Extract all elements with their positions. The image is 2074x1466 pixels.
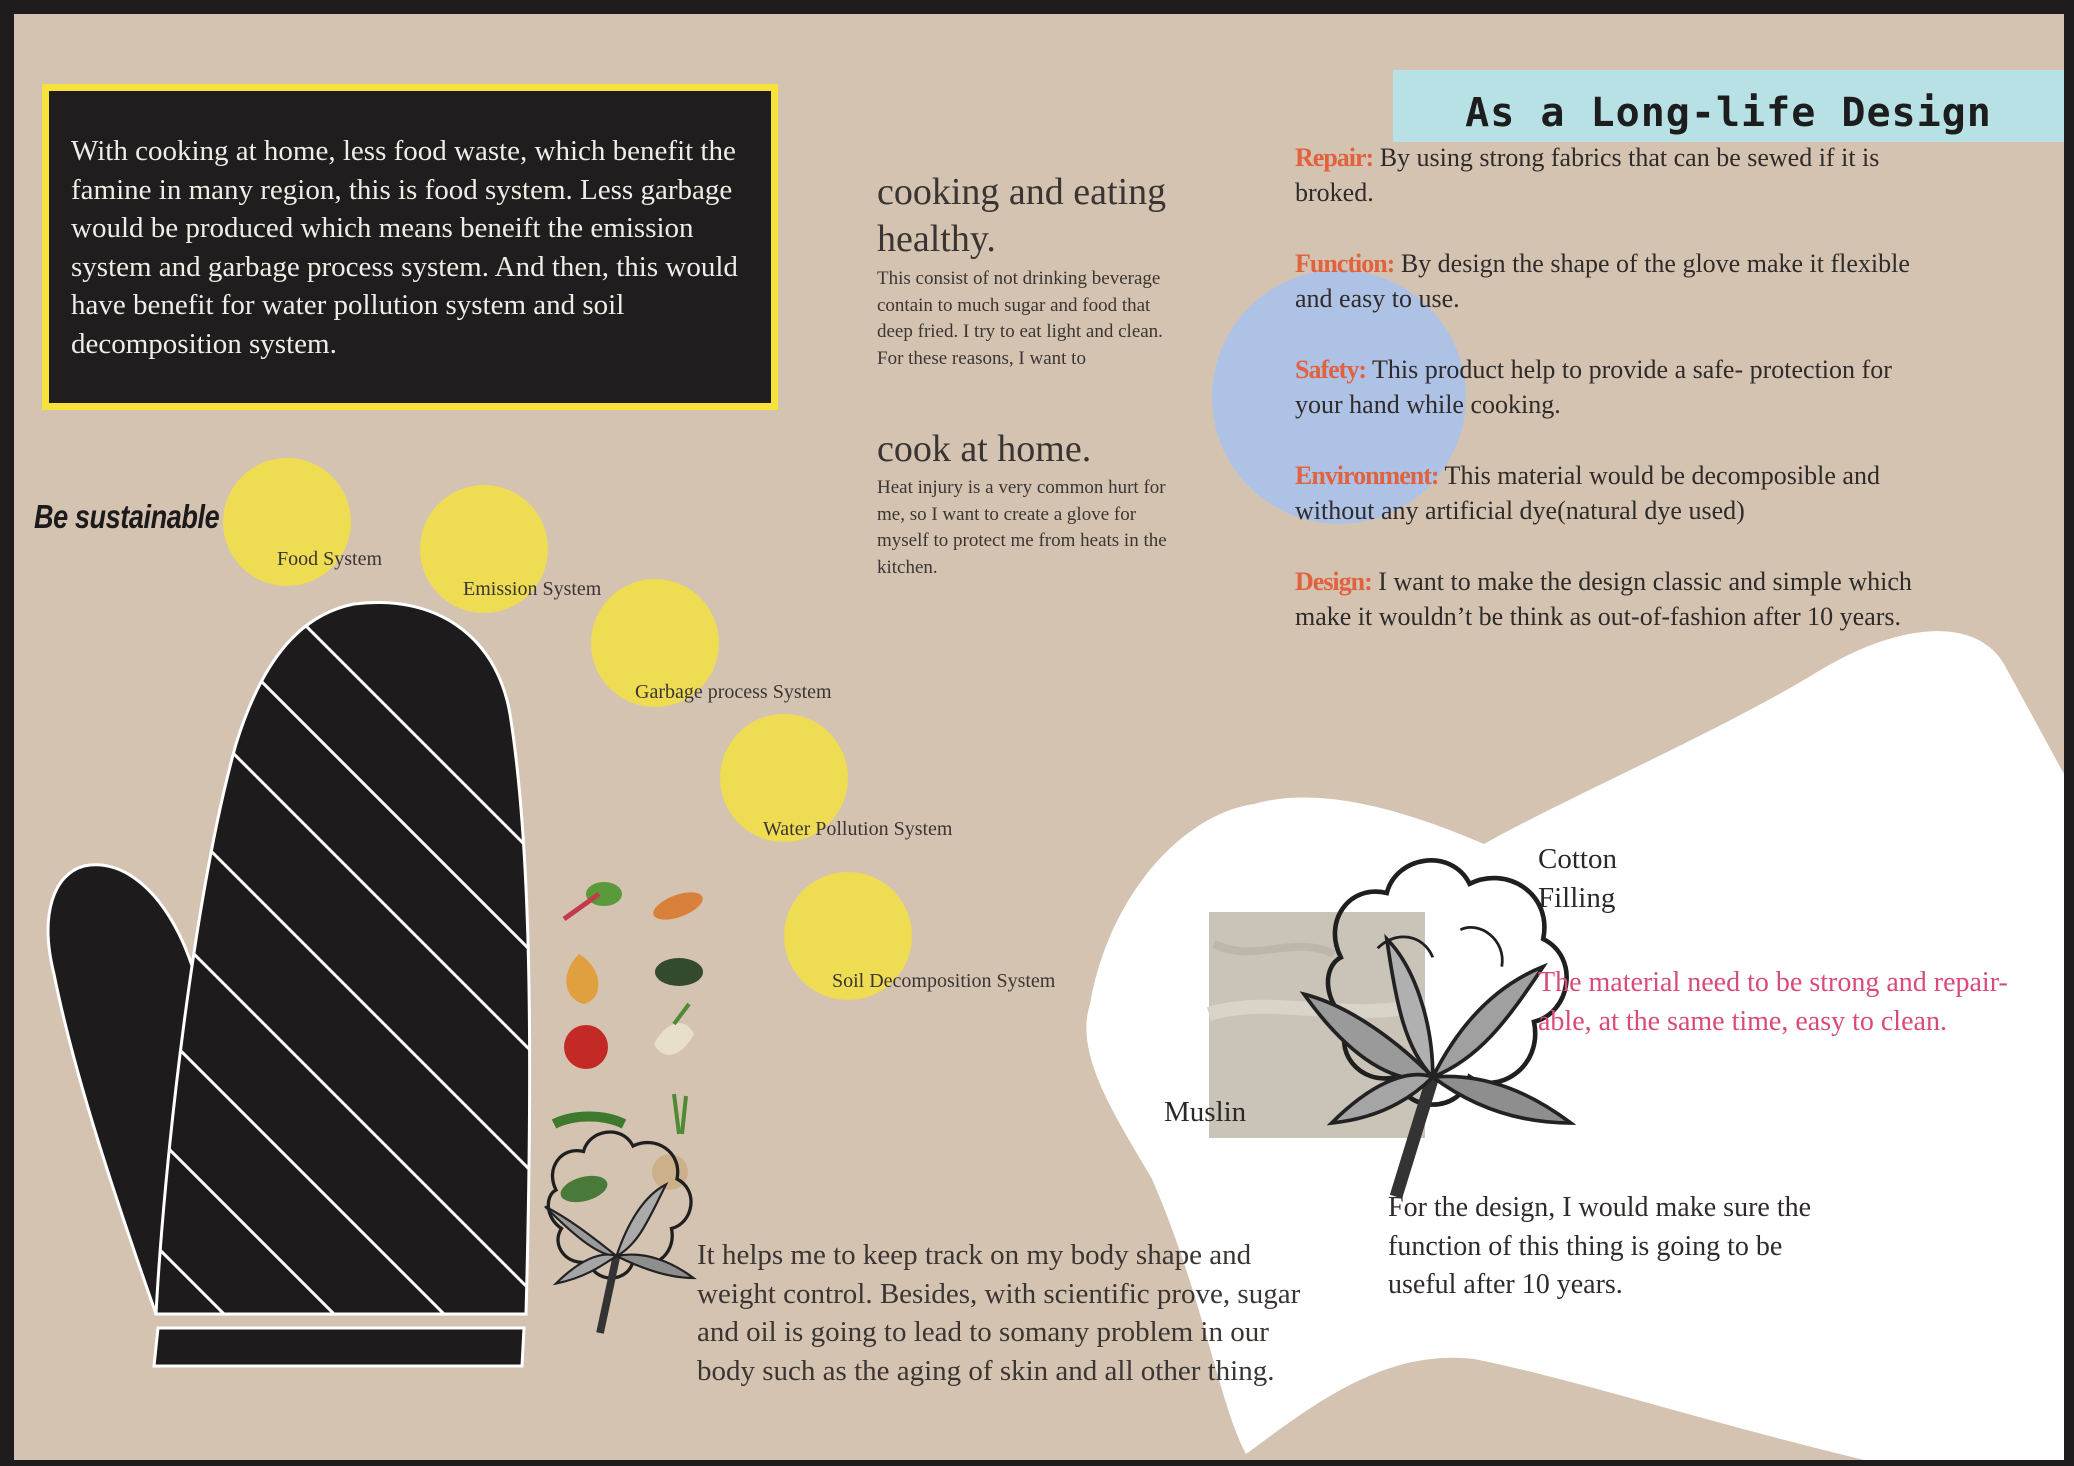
criterion-label: Repair: [1295,143,1374,172]
design-note: For the design, I would make sure the function of this thing is going to be useful after 10 years. [1388,1192,1812,1300]
poster-board [14,14,2064,1460]
material-note: The material need to be strong and repair-able, at the same time, easy to clean. [1538,967,2008,1037]
cooking-description [877,266,1167,372]
criterion-function [1295,246,1935,316]
criterion-design [1295,564,1935,634]
criterion-environment [1295,458,1935,528]
criterion-safety [1295,352,1935,422]
tagline: Be sustainable [34,498,220,535]
cooking-description-text: This consist of not drinking beverage contain to much sugar and food that deep fried. I try to eat light and clean. [877,268,1163,342]
criterion-text: I want to make the design classic and simple which make it wouldn’t be think as out-of-fashion after 10 years. [1295,567,1912,631]
system-label-soil: Soil Decomposition System [832,970,1056,992]
system-label-water: Water Pollution System [763,818,953,840]
cooking-title: cooking and eating healthy. [877,171,1167,260]
muslin-label: Muslin [1164,1096,1247,1128]
cook-at-home-title: cook at home. [877,428,1092,470]
criterion-text: This material would be decomposible and without any artificial dye(natural dye used) [1295,461,1880,525]
criterion-repair [1295,140,1935,210]
heat-injury-text: Heat injury is a very common hurt for me, so I want to create a glove for myself to protect me from heats in the kitchen. [877,477,1167,578]
system-label-food: Food System [277,548,383,570]
criterion-label: Design: [1295,567,1372,596]
system-label-garbage: Garbage process System [635,681,832,703]
criterion-text: By design the shape of the glove make it flexible and easy to use. [1295,249,1910,313]
intro-text: With cooking at home, less food waste, which benefit the famine in many region, this is food system. Less garbage would be produced which means beneift the emission system and garbage process system. And then, this would have benefit for water pollution system and soil decomposition system. [71,135,738,360]
vegetables-icon [554,882,706,1207]
criterion-text: This product help to provide a safe- protection for your hand while cooking. [1295,355,1892,419]
criterion-label: Environment: [1295,461,1439,490]
criterion-text: By using strong fabrics that can be sewed if it is broked. [1295,143,1880,207]
cotton-filling-label: Cotton Filling [1538,843,1617,914]
criterion-label: Safety: [1295,355,1366,384]
page-title: As a Long-life Design [1465,90,1992,136]
criterion-label: Function: [1295,249,1395,278]
reason-text: For these reasons, I want to [877,347,1086,369]
system-label-emission: Emission System [463,578,602,600]
tracking-text: It helps me to keep track on my body shape and weight control. Besides, with scientific prove, sugar and oil is going to lead to somany problem in our body such as the aging of skin and all other thing. [697,1239,1301,1387]
